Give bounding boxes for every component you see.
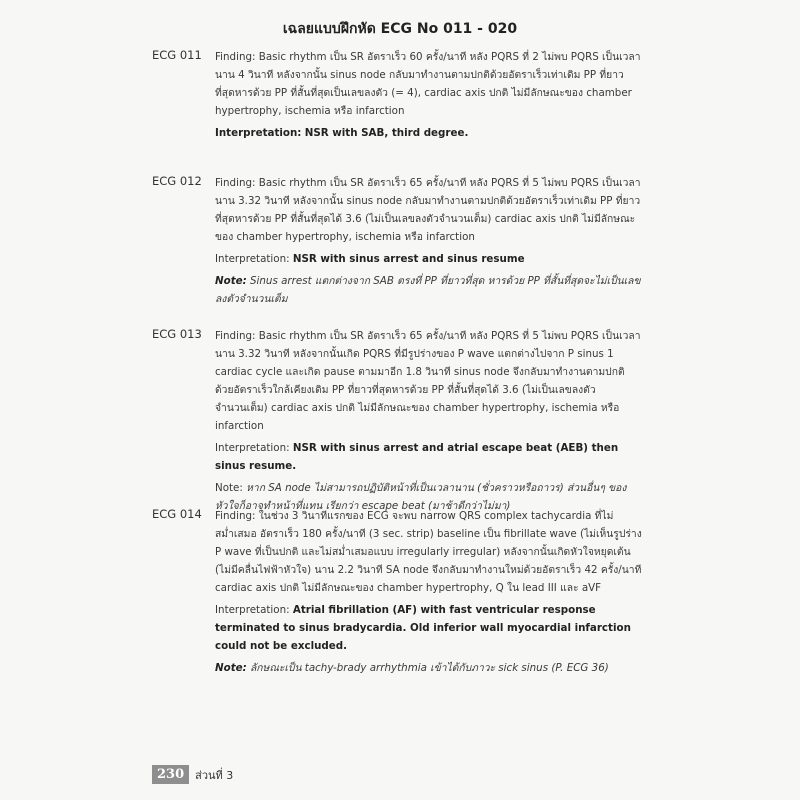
section-label: ส่วนที่ 3 [195,768,234,782]
interpretation-label: Interpretation: [215,604,290,616]
page-title: เฉลยแบบฝึกหัด ECG No 011 - 020 [282,21,518,37]
page-number: 230 [152,765,189,784]
interpretation-label: Interpretation: [215,127,302,139]
interpretation-text: NSR with sinus arrest and atrial escape beat (AEB) then sinus resume. [215,442,619,472]
entry-body [215,174,643,308]
finding-text: Finding: Basic rhythm เป็น SR อัตราเร็ว 65 ครั้ง/นาที หลัง PQRS ที่ 5 ไม่พบ PQRS เป็นเวลานาน 3.32 วินาที หลังจากนั้น sinus node กลับมาทำงานตามปกติด้วยอัตราเร็วเท่าเดิม PP ที่ยาวที่สุดหารด้วย PP ที่สั้นที่สุดได้ 3.6 (ไม่เป็นเลขลงตัวจำนวนเต็ม) cardiac axis ปกติ ไม่มีลักษณะของ chamber hypertrophy, ischemia หรือ infarction [215,177,641,243]
finding-text: Finding: Basic rhythm เป็น SR อัตราเร็ว 65 ครั้ง/นาที หลัง PQRS ที่ 5 ไม่พบ PQRS เป็นเวลานาน 3.32 วินาที หลังจากนั้นเกิด PQRS ที่มีรูปร่างของ P wave แตกต่างไปจาก P sinus 1 cardiac cycle และเกิด pause ตามมาอีก 1.8 วินาที sinus node จึงกลับมาทำงานตามปกติ ด้วยอัตราเร็วใกล้เคียงเดิม PP ที่ยาวที่สุดหารด้วย PP ที่สั้นที่สุดได้ 3.6 (ไม่เป็นเลขลงตัวจำนวนเต็ม) cardiac axis ปกติ ไม่มีลักษณะของ chamber hypertrophy, ischemia หรือ infarction [215,330,641,432]
note-label: Note: [215,662,247,674]
interpretation [215,124,643,142]
note-label: Note: [215,482,243,494]
interpretation [215,250,643,268]
interpretation-label: Interpretation: [215,253,290,265]
note [215,659,643,677]
entry-body [215,48,643,142]
note-text: ลักษณะเป็น tachy-brady arrhythmia เข้าได้กับภาวะ sick sinus (P. ECG 36) [250,662,609,674]
interpretation-text: Atrial fibrillation (AF) with fast ventricular response terminated to sinus bradycardia. Old inferior wall myocardial infarction could not be excluded. [215,604,631,652]
entry-body [215,507,643,677]
interpretation-text: NSR with sinus arrest and sinus resume [292,253,525,265]
interpretation-text: NSR with SAB, third degree. [304,127,469,139]
finding-text: Finding: ในช่วง 3 วินาทีแรกของ ECG จะพบ narrow QRS complex tachycardia ที่ไม่สม่ำเสมอ อัตราเร็ว 180 ครั้ง/นาที (3 sec. strip) baseline เป็น fibrillate wave (ไม่เห็นรูปร่าง P wave ที่เป็นปกติ และไม่สม่ำเสมอแบบ irregularly irregular) หลังจากนั้นเกิดหัวใจหยุดเต้น (ไม่มีคลื่นไฟฟ้าหัวใจ) นาน 2.2 วินาที SA node จึงกลับมาทำงานใหม่ด้วยอัตราเร็ว 42 ครั้ง/นาที cardiac axis ปกติ ไม่มีลักษณะของ chamber hypertrophy, Q ใน lead III และ aVF [215,510,642,594]
ecg-label: ECG 012 [152,174,202,188]
note-text: Sinus arrest แตกต่างจาก SAB ตรงที่ PP ที่ยาวที่สุด หารด้วย PP ที่สั้นที่สุดจะไม่เป็นเลขลงตัวจำนวนเต็ม [215,275,641,305]
ecg-label: ECG 011 [152,48,202,62]
interpretation [215,601,643,655]
interpretation [215,439,643,475]
note-text: หาก SA node ไม่สามารถปฏิบัติหน้าที่เป็นเวลานาน (ชั่วคราวหรือถาวร) ส่วนอื่นๆ ของหัวใจก็อาจทำหน้าที่แทน เรียกว่า escape beat (มาช้าดีกว่าไม่มา) [215,482,627,512]
note-label: Note: [215,275,247,287]
note [215,272,643,308]
interpretation-label: Interpretation: [215,442,290,454]
page-footer [152,765,233,784]
finding-text: Finding: Basic rhythm เป็น SR อัตราเร็ว 60 ครั้ง/นาที หลัง PQRS ที่ 2 ไม่พบ PQRS เป็นเวลานาน 4 วินาที หลังจากนั้น sinus node กลับมาทำงานตามปกติด้วยอัตราเร็วเท่าเดิม PP ที่ยาวที่สุดหารด้วย PP ที่สั้นที่สุดเป็นเลขลงตัว (= 4), cardiac axis ปกติ ไม่มีลักษณะของ chamber hypertrophy, ischemia หรือ infarction [215,51,641,117]
entry-body [215,327,643,515]
ecg-label: ECG 013 [152,327,202,341]
ecg-label: ECG 014 [152,507,202,521]
